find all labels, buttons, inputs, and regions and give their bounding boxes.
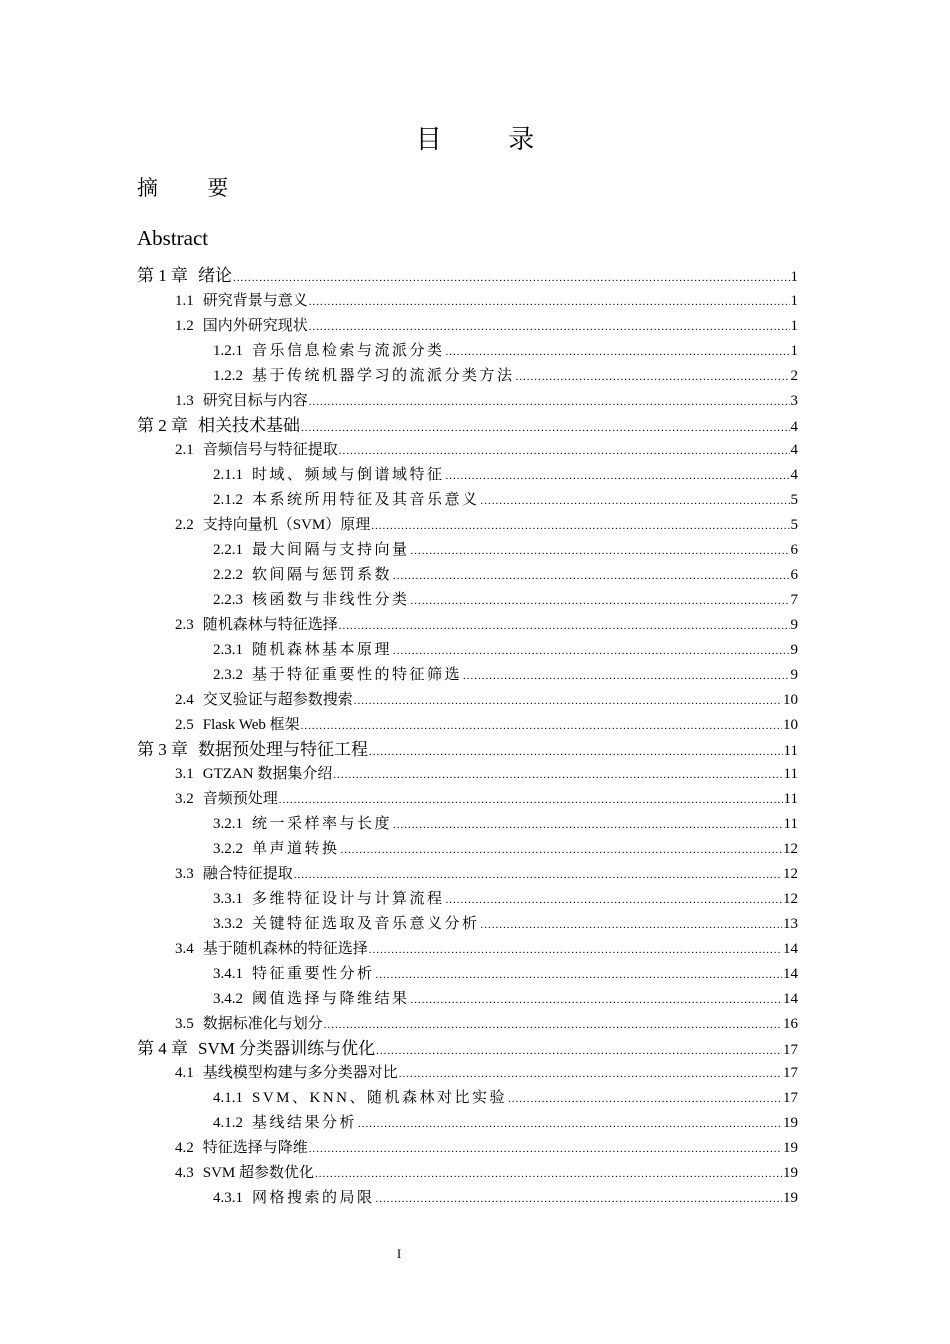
toc-entry-number: 第 4 章 (137, 1038, 188, 1058)
toc-entry-title: GTZAN 数据集介绍 (202, 766, 333, 783)
toc-entry-title: 相关技术基础 (198, 415, 300, 435)
toc-entry[interactable] (213, 813, 798, 835)
toc-entry-number: 4.1 (175, 1065, 194, 1082)
toc-entry-title: 阈值选择与降维结果 (252, 990, 410, 1007)
toc-entry-page: 14 (783, 965, 798, 982)
toc-entry-page: 19 (783, 1140, 798, 1157)
toc-entry[interactable] (213, 340, 798, 362)
toc-entry-title: 交叉验证与超参数搜索 (202, 691, 353, 708)
toc-entry[interactable] (175, 863, 798, 885)
toc-entry-page: 17 (783, 1041, 798, 1058)
toc-entry-title: 音频信号与特征提取 (202, 442, 338, 459)
toc-entry-page: 5 (790, 517, 798, 534)
toc-entry-number: 2.3.2 (213, 666, 243, 683)
toc-entry-page: 6 (790, 567, 798, 583)
toc-entry-title: 特征重要性分析 (252, 965, 375, 982)
toc-entry[interactable] (175, 1137, 798, 1159)
toc-entry-title: 支持向量机（SVM）原理 (202, 517, 371, 534)
toc-entry-title: 基于随机森林的特征选择 (202, 940, 368, 957)
toc-dot-leader (333, 764, 782, 786)
toc-dot-leader (463, 665, 789, 687)
toc-entry-title: 统一采样率与长度 (252, 816, 393, 833)
toc-entry-number: 1.2.2 (213, 367, 243, 384)
toc-entry[interactable] (175, 1013, 798, 1035)
toc-entry-number: 4.3.1 (213, 1190, 243, 1206)
toc-entry-page: 16 (783, 1015, 798, 1032)
toc-entry[interactable] (137, 1038, 798, 1060)
toc-dot-leader (411, 540, 790, 562)
toc-entry[interactable] (213, 589, 798, 611)
toc-entry-page: 4 (790, 442, 798, 459)
toc-entry-title: 数据预处理与特征工程 (198, 739, 368, 759)
toc-entry[interactable] (213, 489, 798, 511)
toc-entry-page: 10 (783, 716, 798, 733)
toc-entry-number: 2.2 (175, 517, 194, 534)
toc-entry-page: 3 (790, 392, 798, 409)
toc-entry[interactable] (213, 1112, 798, 1134)
toc-dot-leader (393, 640, 789, 662)
toc-dot-leader (341, 839, 782, 861)
toc-dot-leader (446, 465, 790, 487)
toc-entry[interactable] (175, 689, 798, 711)
toc-entry-number: 2.3.1 (213, 641, 243, 658)
toc-dot-leader (324, 1014, 782, 1036)
toc-entry[interactable] (213, 888, 798, 910)
toc-entry[interactable] (213, 838, 798, 860)
toc-dot-leader (315, 1163, 782, 1185)
toc-entry-page: 1 (790, 317, 798, 334)
toc-entry-number: 3.4.1 (213, 965, 243, 982)
toc-dot-leader (508, 1088, 782, 1110)
toc-entry-number: 2.2.3 (213, 592, 243, 608)
toc-entry-page: 9 (790, 641, 798, 658)
toc-entry-page: 6 (790, 542, 798, 559)
toc-entry-title: 音乐信息检索与流派分类 (252, 342, 445, 359)
toc-entry-title: 时域、频域与倒谱域特征 (252, 467, 445, 484)
toc-entry-page: 1 (790, 342, 798, 359)
toc-entry[interactable] (213, 564, 798, 586)
toc-entry-number: 4.2 (175, 1140, 194, 1157)
toc-entry[interactable] (175, 1062, 798, 1084)
toc-dot-leader (376, 1040, 782, 1062)
toc-entry-title: Flask Web 框架 (202, 716, 300, 733)
toc-entry-number: 第 1 章 (137, 266, 188, 285)
toc-entry[interactable] (213, 1087, 798, 1109)
toc-dot-leader (301, 715, 782, 737)
toc-entry-page: 11 (783, 742, 798, 759)
toc-entry[interactable] (175, 290, 798, 312)
toc-entry-number: 3.3.2 (213, 915, 243, 932)
toc-entry-page: 12 (783, 841, 798, 858)
toc-entry-page: 1 (790, 269, 798, 285)
toc-entry-page: 11 (783, 791, 798, 808)
toc-entry-number: 2.2.1 (213, 542, 243, 559)
toc-entry[interactable] (213, 664, 798, 686)
toc-dot-leader (376, 1188, 782, 1210)
toc-entry[interactable] (213, 639, 798, 661)
toc-entry-page: 14 (783, 940, 798, 957)
toc-entry[interactable] (213, 365, 798, 387)
toc-entry[interactable] (213, 963, 798, 985)
toc-entry-page: 1 (790, 292, 798, 309)
toc-entry-title: 最大间隔与支持向量 (252, 542, 410, 559)
toc-entry-page: 2 (790, 367, 798, 384)
toc-dot-leader (371, 515, 789, 537)
toc-entry-title: 随机森林基本原理 (252, 641, 393, 658)
toc-entry-title: 国内外研究现状 (202, 317, 308, 334)
toc-entry[interactable] (175, 390, 798, 412)
toc-entry-page: 9 (790, 666, 798, 683)
toc-entry[interactable] (213, 464, 798, 486)
toc-entry[interactable] (175, 788, 798, 810)
toc-entry[interactable] (175, 1162, 798, 1184)
toc-entry-number: 4.3 (175, 1165, 194, 1182)
page-title: 目 录 (415, 125, 565, 154)
toc-entry-abstract-en[interactable]: Abstract (137, 226, 209, 250)
toc-entry-page: 11 (783, 816, 798, 833)
toc-entry[interactable] (175, 763, 798, 785)
toc-dot-leader (279, 789, 783, 811)
toc-dot-leader (446, 341, 790, 363)
toc-entry-page: 13 (783, 915, 798, 932)
toc-dot-leader (369, 939, 782, 961)
toc-dot-leader (411, 590, 790, 612)
toc-entry-number: 第 2 章 (137, 415, 188, 435)
toc-entry-page: 12 (783, 891, 798, 907)
toc-entry[interactable] (175, 614, 798, 636)
toc-entry-number: 2.3 (175, 616, 194, 633)
toc-entry-title: 软间隔与惩罚系数 (252, 567, 393, 583)
toc-dot-leader (233, 267, 790, 289)
toc-entry-page: 19 (783, 1165, 798, 1182)
toc-dot-leader (309, 391, 790, 413)
toc-entry-title: 多维特征设计与计算流程 (252, 891, 445, 907)
toc-entry-page: 19 (783, 1190, 798, 1206)
toc-entry-page: 9 (790, 616, 798, 633)
toc-entry-page: 10 (783, 691, 798, 708)
toc-entry-title: 基线结果分析 (252, 1115, 358, 1132)
toc-entry-title: 绪论 (198, 266, 232, 285)
toc-entry[interactable] (213, 539, 798, 561)
toc-entry[interactable] (213, 1187, 798, 1209)
toc-dot-leader (393, 814, 783, 836)
toc-dot-leader (369, 741, 783, 763)
toc-entry-page: 11 (783, 766, 798, 783)
toc-dot-leader (411, 989, 782, 1011)
toc-entry-number: 2.5 (175, 716, 194, 733)
toc-dot-leader (339, 615, 790, 637)
toc-entry-page: 17 (783, 1065, 798, 1082)
toc-entry-title: 核函数与非线性分类 (252, 592, 410, 608)
toc-dot-leader (399, 1063, 782, 1085)
toc-entry-page: 12 (783, 866, 798, 883)
toc-entry[interactable] (137, 265, 798, 287)
toc-entry-title: 单声道转换 (252, 841, 340, 858)
toc-entry-page: 14 (783, 990, 798, 1007)
toc-entry-page: 17 (783, 1090, 798, 1107)
toc-entry-title: 音频预处理 (202, 791, 278, 808)
toc-entry[interactable] (137, 415, 798, 437)
toc-entry-title: 网格搜索的局限 (252, 1190, 375, 1206)
toc-entry[interactable] (175, 514, 798, 536)
toc-entry-number: 3.2.2 (213, 841, 243, 858)
toc-entry-title: SVM 超参数优化 (202, 1165, 315, 1182)
toc-entry[interactable] (175, 315, 798, 337)
toc-entry-number: 1.1 (175, 292, 194, 309)
toc-entry-title: 融合特征提取 (202, 866, 293, 883)
toc-entry-number: 4.1.1 (213, 1090, 243, 1107)
toc-entry-number: 1.2.1 (213, 342, 243, 359)
toc-entry-page: 5 (790, 492, 798, 509)
toc-entry-number: 1.2 (175, 317, 194, 334)
toc-dot-leader (294, 864, 782, 886)
toc-dot-leader (309, 1138, 782, 1160)
toc-entry-number: 3.5 (175, 1015, 194, 1032)
toc-entry-number: 2.2.2 (213, 567, 243, 583)
toc-dot-leader (481, 490, 790, 512)
toc-dot-leader (516, 366, 790, 388)
toc-entry-number: 3.1 (175, 766, 194, 783)
toc-dot-leader (376, 964, 782, 986)
toc-entry-number: 第 3 章 (137, 739, 188, 759)
toc-entry-title: 关键特征选取及音乐意义分析 (252, 915, 480, 932)
toc-entry-number: 2.4 (175, 691, 194, 708)
toc-entry-title: 数据标准化与划分 (202, 1015, 323, 1032)
toc-entry-title: 特征选择与降维 (202, 1140, 308, 1157)
toc-entry-title: 研究背景与意义 (202, 292, 308, 309)
toc-entry-number: 4.1.2 (213, 1115, 243, 1132)
toc-entry-page: 4 (790, 418, 798, 435)
toc-dot-leader (354, 690, 782, 712)
toc-entry[interactable] (175, 938, 798, 960)
toc-dot-leader (393, 565, 789, 587)
toc-dot-leader (446, 889, 782, 911)
toc-entry-number: 3.2.1 (213, 816, 243, 833)
toc-entry-title: 研究目标与内容 (202, 392, 308, 409)
toc-entry-title: 基线模型构建与多分类器对比 (202, 1065, 398, 1082)
toc-entry-number: 3.3 (175, 866, 194, 883)
toc-dot-leader (301, 417, 790, 439)
toc-entry-number: 2.1.2 (213, 492, 243, 509)
toc-entry-abstract-cn[interactable]: 摘 要 (137, 176, 251, 200)
toc-entry[interactable] (213, 913, 798, 935)
toc-dot-leader (339, 440, 790, 462)
toc-entry-number: 3.4 (175, 940, 194, 957)
toc-entry-title: 基于传统机器学习的流派分类方法 (252, 367, 515, 384)
toc-dot-leader (309, 291, 790, 313)
toc-entry-number: 3.4.2 (213, 990, 243, 1007)
toc-entry-title: 随机森林与特征选择 (202, 616, 338, 633)
toc-dot-leader (481, 914, 782, 936)
toc-entry-title: 基于特征重要性的特征筛选 (252, 666, 463, 683)
page-number: I (396, 1246, 402, 1261)
toc-entry[interactable] (175, 714, 798, 736)
toc-entry-title: 本系统所用特征及其音乐意义 (252, 492, 480, 509)
toc-entry-page: 19 (783, 1115, 798, 1132)
toc-entry[interactable] (213, 988, 798, 1010)
toc-entry-number: 3.3.1 (213, 891, 243, 907)
toc-entry-page: 7 (790, 592, 798, 608)
toc-entry-page: 4 (790, 467, 798, 484)
toc-entry-title: SVM、KNN、随机森林对比实验 (252, 1090, 508, 1107)
toc-entry-number: 1.3 (175, 392, 194, 409)
toc-entry-title: SVM 分类器训练与优化 (198, 1038, 376, 1058)
toc-dot-leader (309, 316, 790, 338)
toc-dot-leader (358, 1113, 782, 1135)
toc-entry[interactable] (137, 739, 798, 761)
toc-entry-number: 2.1.1 (213, 467, 243, 484)
toc-entry-number: 2.1 (175, 442, 194, 459)
toc-entry-number: 3.2 (175, 791, 194, 808)
toc-entry[interactable] (175, 439, 798, 461)
